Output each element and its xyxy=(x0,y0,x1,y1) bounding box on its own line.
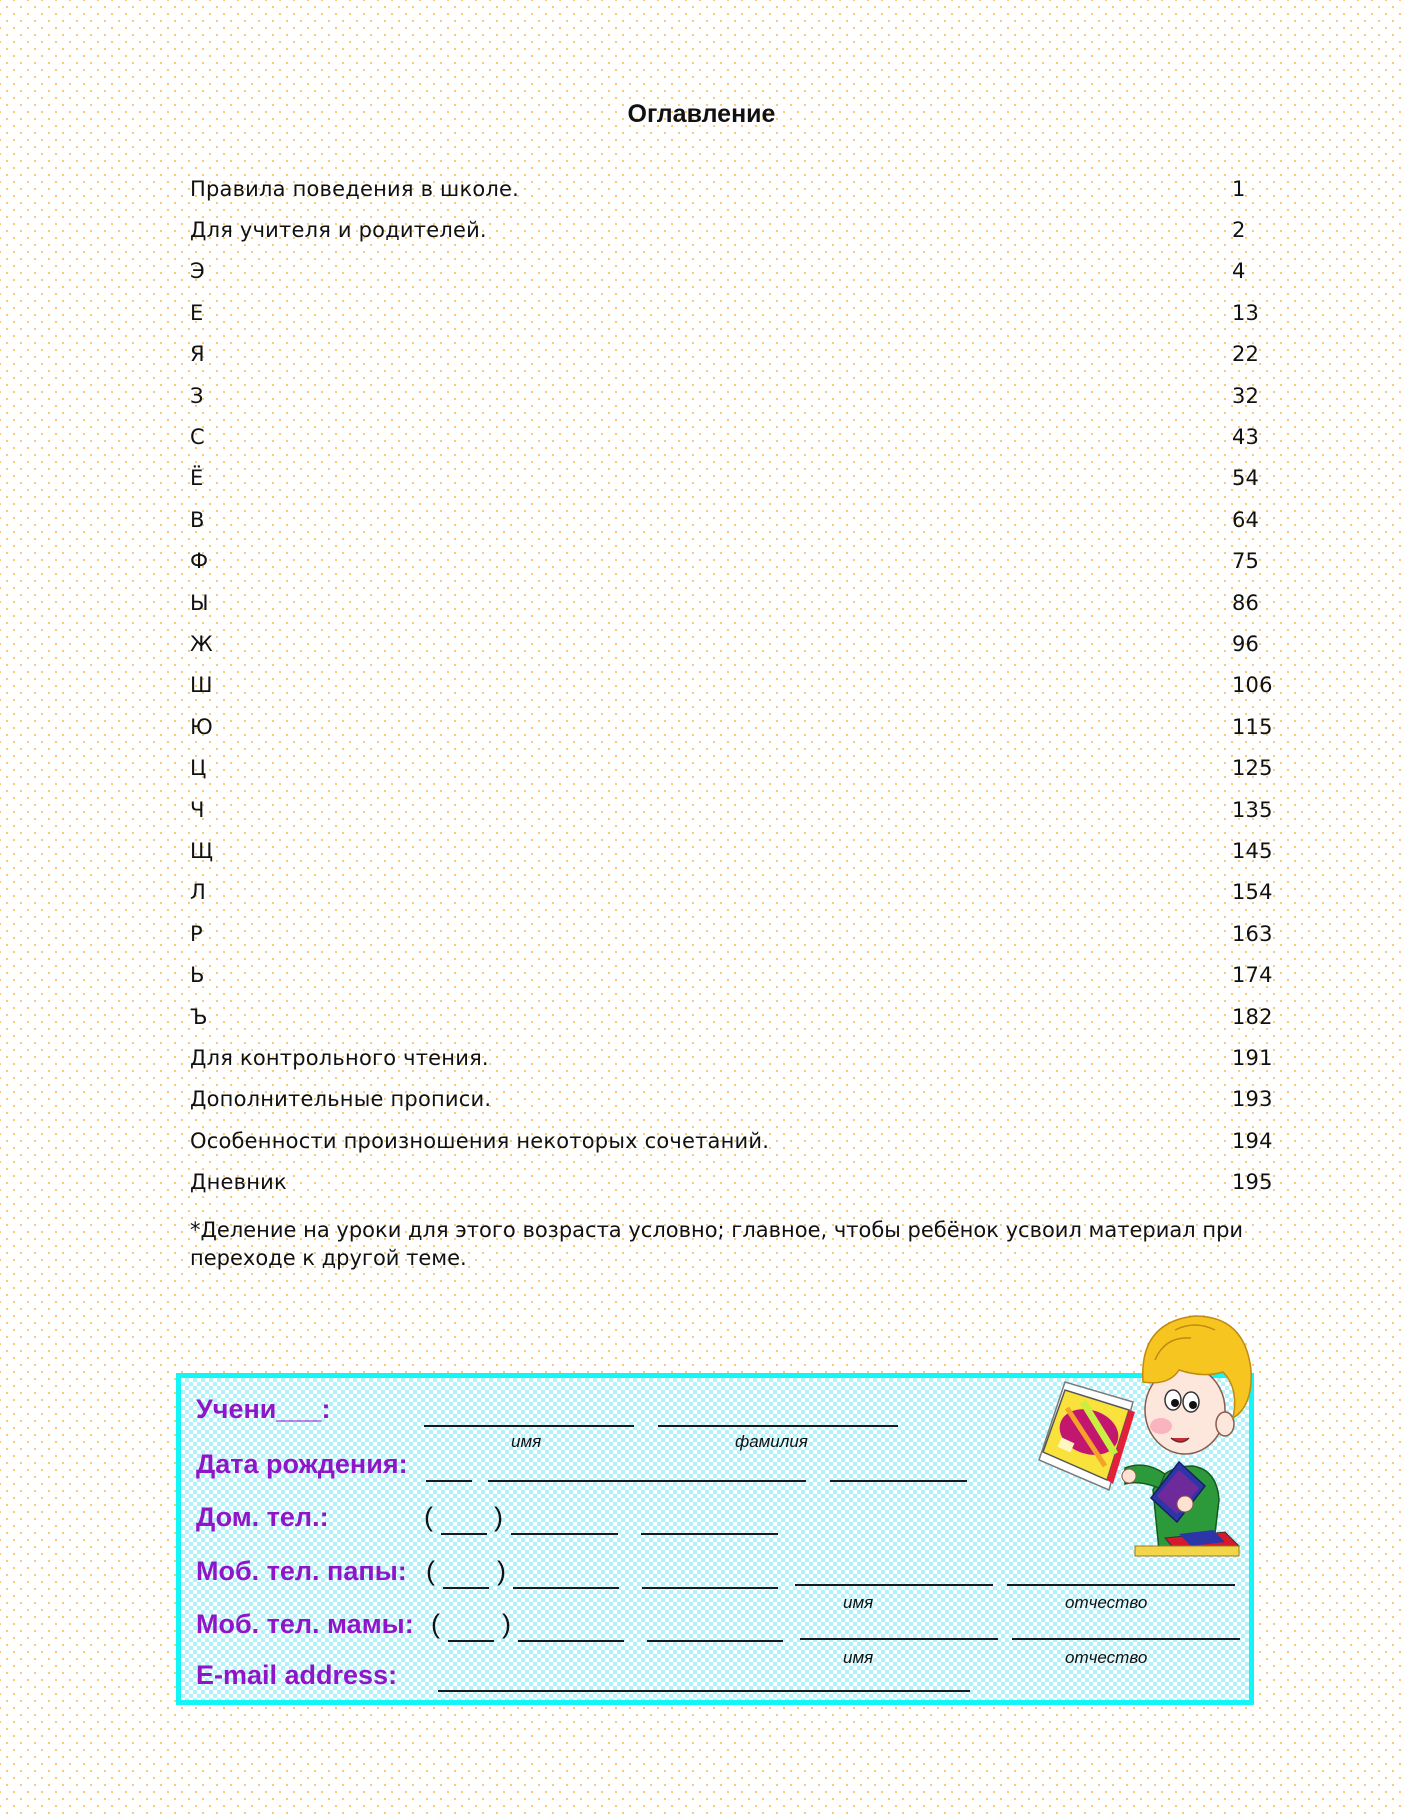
toc-entry-label: Дополнительные прописи. xyxy=(190,1087,492,1112)
mom-name-field[interactable] xyxy=(800,1638,998,1640)
toc-entry-page: 106 xyxy=(1232,673,1273,698)
toc-entry-page: 194 xyxy=(1232,1128,1273,1153)
toc-entry-label: Е xyxy=(190,300,204,325)
toc-entry xyxy=(190,1079,1280,1120)
toc-entry xyxy=(190,1120,1280,1161)
dad-phone-part1-field[interactable] xyxy=(513,1587,619,1589)
toc-entry-label: Ф xyxy=(190,549,209,574)
mom-phone-part2-field[interactable] xyxy=(647,1640,783,1642)
toc-entry-label: Ы xyxy=(190,590,209,615)
dad-phone-code-field[interactable] xyxy=(443,1587,489,1589)
toc-entry-label: Я xyxy=(190,342,205,367)
home-phone-label: Дом. тел.: xyxy=(196,1502,329,1532)
hint-mom-patronymic: отчество xyxy=(1065,1648,1148,1667)
dad-name-field[interactable] xyxy=(795,1584,993,1586)
toc-entry-page: 115 xyxy=(1232,714,1273,739)
dad-patronymic-field[interactable] xyxy=(1007,1584,1235,1586)
toc-entry xyxy=(190,830,1280,871)
toc-entry xyxy=(190,1037,1280,1078)
toc-entry-page: 2 xyxy=(1232,218,1246,243)
toc-entry xyxy=(190,582,1280,623)
toc-entry-label: Правила поведения в школе. xyxy=(190,176,519,201)
toc-entry-label: Э xyxy=(190,259,205,284)
dad-phone-label: Моб. тел. папы: xyxy=(196,1556,407,1586)
toc-entry-page: 43 xyxy=(1232,425,1260,450)
toc-entry xyxy=(190,665,1280,706)
toc-entry-label: Р xyxy=(190,921,203,946)
toc-entry xyxy=(190,623,1280,664)
home-phone-code-field[interactable] xyxy=(441,1533,487,1535)
mom-phone-code-field[interactable] xyxy=(448,1640,494,1642)
hint-dad-patronymic: отчество xyxy=(1065,1593,1148,1612)
toc-entry-label: Ь xyxy=(190,963,205,988)
toc-entry-page: 96 xyxy=(1232,631,1260,656)
toc-entry xyxy=(190,789,1280,830)
home-phone-paren-open: ( xyxy=(424,1502,433,1532)
toc-entry xyxy=(190,292,1280,333)
toc-entry-page: 195 xyxy=(1232,1170,1273,1195)
hint-dad-name: имя xyxy=(843,1593,874,1612)
birth-date-label: Дата рождения: xyxy=(196,1449,408,1479)
toc-entry-label: Ч xyxy=(190,797,205,822)
toc-entry xyxy=(190,168,1280,209)
toc-entry xyxy=(190,996,1280,1037)
toc-entry-page: 154 xyxy=(1232,880,1273,905)
hint-name: имя xyxy=(511,1432,542,1451)
mom-phone-paren-close: ) xyxy=(502,1609,511,1639)
toc-entry-label: Щ xyxy=(190,838,214,863)
toc-entry xyxy=(190,375,1280,416)
toc-entry-page: 174 xyxy=(1232,963,1273,988)
toc-entry xyxy=(190,458,1280,499)
toc-entry-page: 191 xyxy=(1232,1045,1273,1070)
toc-entry xyxy=(190,1161,1280,1202)
toc-entry xyxy=(190,334,1280,375)
toc-entry xyxy=(190,913,1280,954)
toc-entry xyxy=(190,499,1280,540)
email-field[interactable] xyxy=(438,1690,970,1692)
toc-entry-page: 1 xyxy=(1232,176,1246,201)
toc-entry xyxy=(190,416,1280,457)
toc-entry-label: Ц xyxy=(190,756,207,781)
toc-entry-page: 22 xyxy=(1232,342,1260,367)
email-label: E-mail address: xyxy=(196,1660,398,1690)
mom-patronymic-field[interactable] xyxy=(1012,1638,1240,1640)
table-of-contents xyxy=(190,168,1280,1203)
toc-entry-label: Особенности произношения некоторых сочетаний. xyxy=(190,1128,770,1153)
toc-entry-label: Ш xyxy=(190,673,213,698)
toc-entry-page: 32 xyxy=(1232,383,1260,408)
toc-entry-page: 135 xyxy=(1232,797,1273,822)
toc-entry-page: 4 xyxy=(1232,259,1246,284)
book-icon xyxy=(1039,1382,1135,1490)
toc-entry-label: Ю xyxy=(190,714,213,739)
cartoon-boy-illustration xyxy=(1025,1290,1265,1570)
toc-entry xyxy=(190,209,1280,250)
student-name-field[interactable] xyxy=(424,1425,634,1427)
toc-entry xyxy=(190,541,1280,582)
home-phone-paren-close: ) xyxy=(494,1502,503,1532)
toc-entry-page: 13 xyxy=(1232,300,1260,325)
mom-phone-paren-open: ( xyxy=(431,1609,440,1639)
toc-entry xyxy=(190,706,1280,747)
dad-phone-paren-close: ) xyxy=(497,1556,506,1586)
toc-entry-label: Для учителя и родителей. xyxy=(190,218,487,243)
toc-entry-label: Л xyxy=(190,880,206,905)
toc-entry-page: 145 xyxy=(1232,838,1273,863)
toc-entry-label: Ж xyxy=(190,631,213,656)
toc-entry-label: С xyxy=(190,425,205,450)
toc-entry xyxy=(190,954,1280,995)
footnote: *Деление на уроки для этого возраста условно; главное, чтобы ребёнок усвоил материал при переходе к другой теме. xyxy=(190,1218,1244,1270)
toc-entry-page: 193 xyxy=(1232,1087,1273,1112)
home-phone-part1-field[interactable] xyxy=(511,1533,618,1535)
toc-entry-label: Для контрольного чтения. xyxy=(190,1045,489,1070)
toc-entry-label: Дневник xyxy=(190,1170,287,1195)
toc-entry-page: 125 xyxy=(1232,756,1273,781)
toc-entry-label: З xyxy=(190,383,204,408)
toc-entry xyxy=(190,251,1280,292)
toc-entry-page: 64 xyxy=(1232,507,1260,532)
toc-entry-label: В xyxy=(190,507,205,532)
dad-phone-part2-field[interactable] xyxy=(642,1587,778,1589)
student-label: Учени___: xyxy=(196,1394,331,1424)
dad-phone-paren-open: ( xyxy=(426,1556,435,1586)
page-title: Оглавление xyxy=(627,100,776,128)
toc-entry-label: Ё xyxy=(190,466,204,491)
toc-entry-page: 86 xyxy=(1232,590,1260,615)
mom-phone-label: Моб. тел. мамы: xyxy=(196,1609,414,1639)
toc-entry-page: 182 xyxy=(1232,1004,1273,1029)
birth-day-field[interactable] xyxy=(426,1480,472,1482)
toc-entry-page: 75 xyxy=(1232,549,1260,574)
hint-surname: фамилия xyxy=(735,1432,808,1451)
hint-mom-name: имя xyxy=(843,1648,874,1667)
toc-entry-page: 54 xyxy=(1232,466,1260,491)
birth-month-field[interactable] xyxy=(488,1480,806,1482)
toc-entry-label: Ъ xyxy=(190,1004,208,1029)
student-surname-field[interactable] xyxy=(658,1425,898,1427)
mom-phone-part1-field[interactable] xyxy=(518,1640,624,1642)
toc-entry xyxy=(190,747,1280,788)
home-phone-part2-field[interactable] xyxy=(641,1533,778,1535)
toc-entry-page: 163 xyxy=(1232,921,1273,946)
toc-entry xyxy=(190,872,1280,913)
birth-year-field[interactable] xyxy=(830,1480,967,1482)
